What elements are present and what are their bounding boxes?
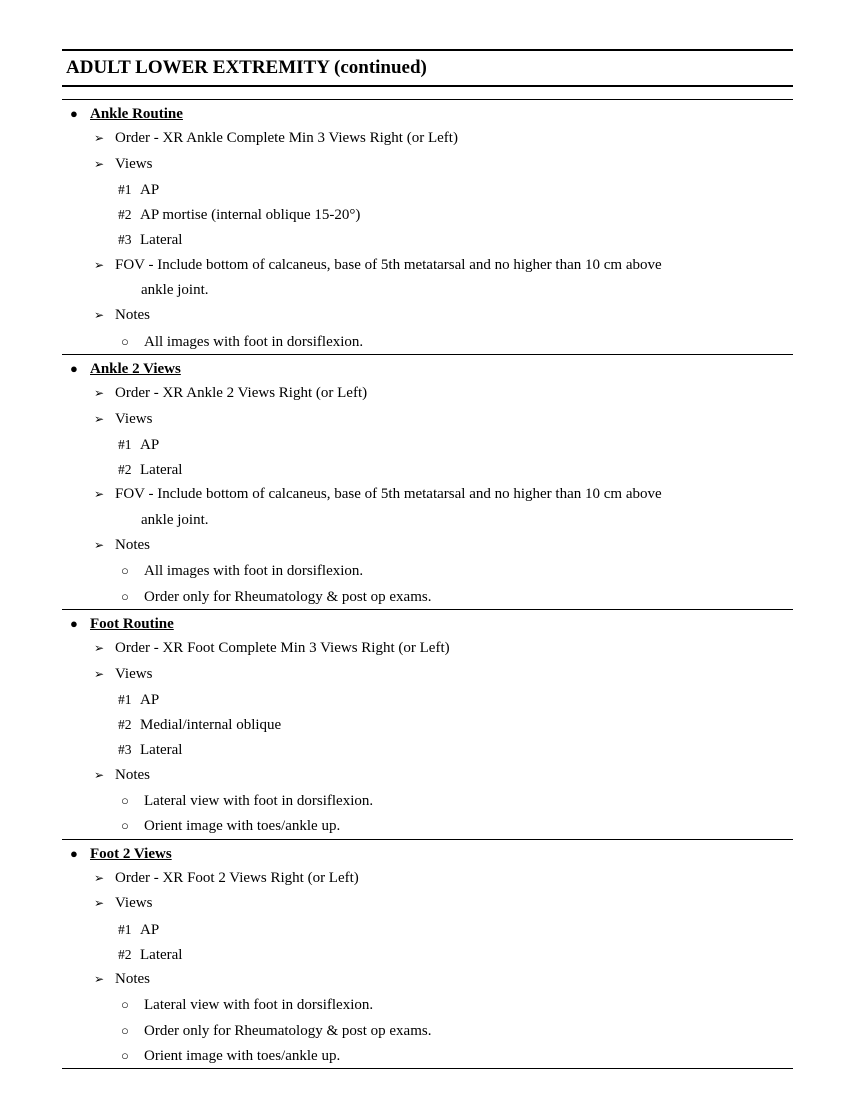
view-text: Medial/internal oblique: [140, 717, 282, 734]
fov-text-cont: ankle joint.: [141, 511, 209, 528]
section-heading: Foot Routine: [90, 615, 174, 632]
view-number: #2: [118, 207, 132, 223]
circle-bullet-icon: ○: [121, 818, 129, 834]
order-text: Order - XR Ankle 2 Views Right (or Left): [115, 385, 368, 402]
section-heading: Ankle Routine: [90, 106, 183, 122]
arrow-icon: ➢: [94, 257, 105, 272]
section-heading: Ankle 2 Views: [90, 360, 181, 377]
order-text: Order - XR Ankle Complete Min 3 Views Right (or Left): [115, 130, 458, 147]
view-text: Lateral: [140, 462, 183, 479]
circle-bullet-icon: ○: [121, 333, 129, 349]
arrow-icon: ➢: [94, 972, 105, 987]
view-text: AP: [140, 691, 160, 708]
bullet-icon: ●: [70, 845, 78, 861]
note-text: All images with foot in dorsiflexion.: [144, 563, 364, 580]
notes-label: Notes: [115, 307, 150, 324]
note-text: Orient image with toes/ankle up.: [144, 818, 341, 835]
view-text: AP: [140, 436, 160, 453]
arrow-icon: ➢: [94, 386, 105, 401]
view-text: AP mortise (internal oblique 15-20°): [140, 207, 361, 224]
view-number: #2: [118, 462, 132, 478]
view-text: Lateral: [140, 742, 183, 759]
view-number: #1: [118, 436, 132, 452]
view-number: #3: [118, 742, 132, 758]
circle-bullet-icon: ○: [121, 1022, 129, 1038]
bullet-icon: ●: [70, 106, 78, 121]
order-text: Order - XR Foot 2 Views Right (or Left): [115, 869, 359, 886]
view-number: #2: [118, 717, 132, 733]
circle-bullet-icon: ○: [121, 997, 129, 1013]
note-text: All images with foot in dorsiflexion.: [144, 333, 364, 350]
bullet-icon: ●: [70, 615, 78, 631]
fov-text-cont: ankle joint.: [141, 282, 209, 299]
view-number: #2: [118, 946, 132, 962]
view-number: #1: [118, 691, 132, 707]
view-number: #1: [118, 181, 132, 197]
arrow-icon: ➢: [94, 308, 105, 323]
fov-text: FOV - Include bottom of calcaneus, base of 5th metatarsal and no higher than 10 cm above: [115, 256, 662, 273]
note-text: Order only for Rheumatology & post op exams.: [144, 1022, 432, 1039]
document-page: [62, 49, 793, 1069]
bullet-icon: ●: [70, 360, 78, 376]
notes-label: Notes: [115, 766, 150, 783]
arrow-icon: ➢: [94, 641, 105, 656]
circle-bullet-icon: ○: [121, 1047, 129, 1063]
section-ankle-routine: [62, 100, 793, 355]
notes-label: Notes: [115, 971, 150, 988]
view-text: AP: [140, 181, 160, 198]
views-label: Views: [115, 155, 153, 172]
section-foot-routine: [62, 610, 793, 840]
arrow-icon: ➢: [94, 156, 105, 171]
note-text: Orient image with toes/ankle up.: [144, 1047, 341, 1064]
view-text: Lateral: [140, 232, 183, 249]
arrow-icon: ➢: [94, 411, 105, 426]
circle-bullet-icon: ○: [121, 793, 129, 809]
notes-label: Notes: [115, 537, 150, 554]
note-text: Lateral view with foot in dorsiflexion.: [144, 997, 374, 1014]
arrow-icon: ➢: [94, 131, 105, 146]
order-text: Order - XR Foot Complete Min 3 Views Right (or Left): [115, 640, 450, 657]
note-text: Lateral view with foot in dorsiflexion.: [144, 793, 374, 810]
note-text: Order only for Rheumatology & post op exams.: [144, 588, 432, 605]
arrow-icon: ➢: [94, 896, 105, 911]
circle-bullet-icon: ○: [121, 563, 129, 579]
view-text: AP: [140, 921, 160, 938]
page-title: ADULT LOWER EXTREMITY (continued): [66, 57, 427, 78]
fov-text: FOV - Include bottom of calcaneus, base of 5th metatarsal and no higher than 10 cm above: [115, 486, 662, 503]
views-label: Views: [115, 410, 153, 427]
views-label: Views: [115, 895, 153, 912]
title-spacer: [62, 87, 793, 100]
section-foot-2-views: [62, 840, 793, 1070]
circle-bullet-icon: ○: [121, 588, 129, 604]
views-label: Views: [115, 665, 153, 682]
view-number: #1: [118, 921, 132, 937]
arrow-icon: ➢: [94, 870, 105, 885]
section-ankle-2-views: [62, 355, 793, 610]
arrow-icon: ➢: [94, 538, 105, 553]
arrow-icon: ➢: [94, 487, 105, 502]
view-number: #3: [118, 232, 132, 248]
section-heading: Foot 2 Views: [90, 845, 172, 862]
arrow-icon: ➢: [94, 767, 105, 782]
view-text: Lateral: [140, 946, 183, 963]
arrow-icon: ➢: [94, 666, 105, 681]
